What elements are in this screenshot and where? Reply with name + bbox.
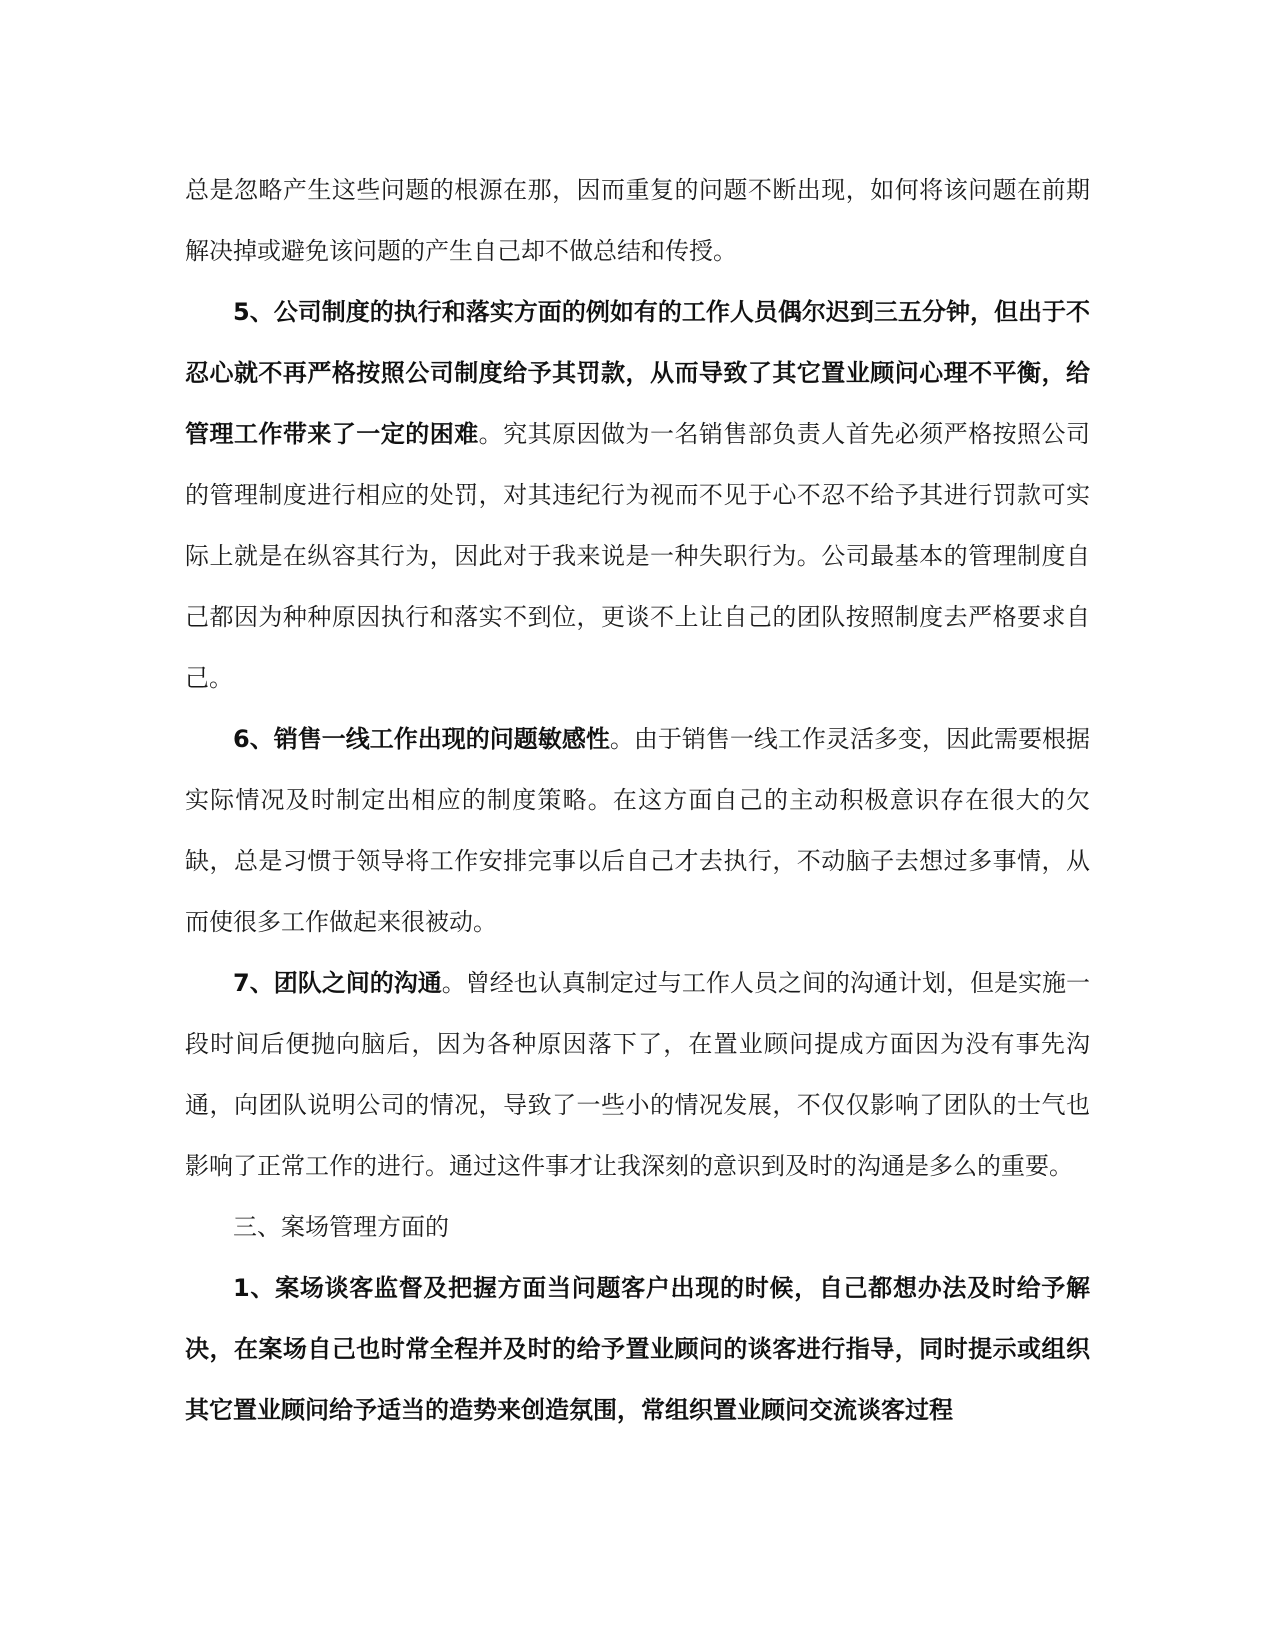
section-heading-text: 三、案场管理方面的: [233, 1213, 449, 1241]
paragraph-bold-heading: 5、公司制度的执行和落实方面的例如有的工作人员偶尔迟到三五分钟，但出于不忍心就不再严格按照公司制度给予其罚款，从而导致了其它置业顾问心理不平衡，给管理工作带来了一定的困难: [185, 298, 1090, 448]
paragraph-bold-heading: 1、案场谈客监督及把握方面当问题客户出现的时候，自己都想办法及时给予解决，在案场自己也时常全程并及时的给予置业顾问的谈客进行指导，同时提示或组织其它置业顾问给予适当的造势来创造氛围，常组织置业顾问交流谈客过程: [185, 1274, 1090, 1424]
paragraph-bold-heading: 7、团队之间的沟通: [233, 969, 442, 997]
paragraph-text: 总是忽略产生这些问题的根源在那，因而重复的问题不断出现，如何将该问题在前期解决掉或避免该问题的产生自己却不做总结和传授。: [185, 176, 1090, 265]
paragraph-text: 。由于销售一线工作灵活多变，因此需要根据实际情况及时制定出相应的制度策略。在这方面自己的主动积极意识存在很大的欠缺，总是习惯于领导将工作安排完事以后自己才去执行，不动脑子去想过多事情，从而使很多工作做起来很被动。: [185, 725, 1091, 936]
document-page: [185, 160, 1090, 1441]
paragraph-text: 。曾经也认真制定过与工作人员之间的沟通计划，但是实施一段时间后便抛向脑后，因为各种原因落下了，在置业顾问提成方面因为没有事先沟通，向团队说明公司的情况，导致了一些小的情况发展，不仅仅影响了团队的士气也影响了正常工作的进行。通过这件事才让我深刻的意识到及时的沟通是多么的重要。: [185, 969, 1090, 1180]
paragraph-item-1: [185, 1258, 1090, 1441]
paragraph-item-7: [185, 953, 1090, 1197]
paragraph-bold-heading: 6、销售一线工作出现的问题敏感性: [233, 725, 610, 753]
paragraph-item-5: [185, 282, 1090, 709]
paragraph-text: 。究其原因做为一名销售部负责人首先必须严格按照公司的管理制度进行相应的处罚，对其违纪行为视而不见于心不忍不给予其进行罚款可实际上就是在纵容其行为，因此对于我来说是一种失职行为。公司最基本的管理制度自己都因为种种原因执行和落实不到位，更谈不上让自己的团队按照制度去严格要求自己。: [185, 420, 1091, 692]
section-heading-3: [185, 1197, 1090, 1258]
paragraph-continuation: [185, 160, 1090, 282]
paragraph-item-6: [185, 709, 1090, 953]
